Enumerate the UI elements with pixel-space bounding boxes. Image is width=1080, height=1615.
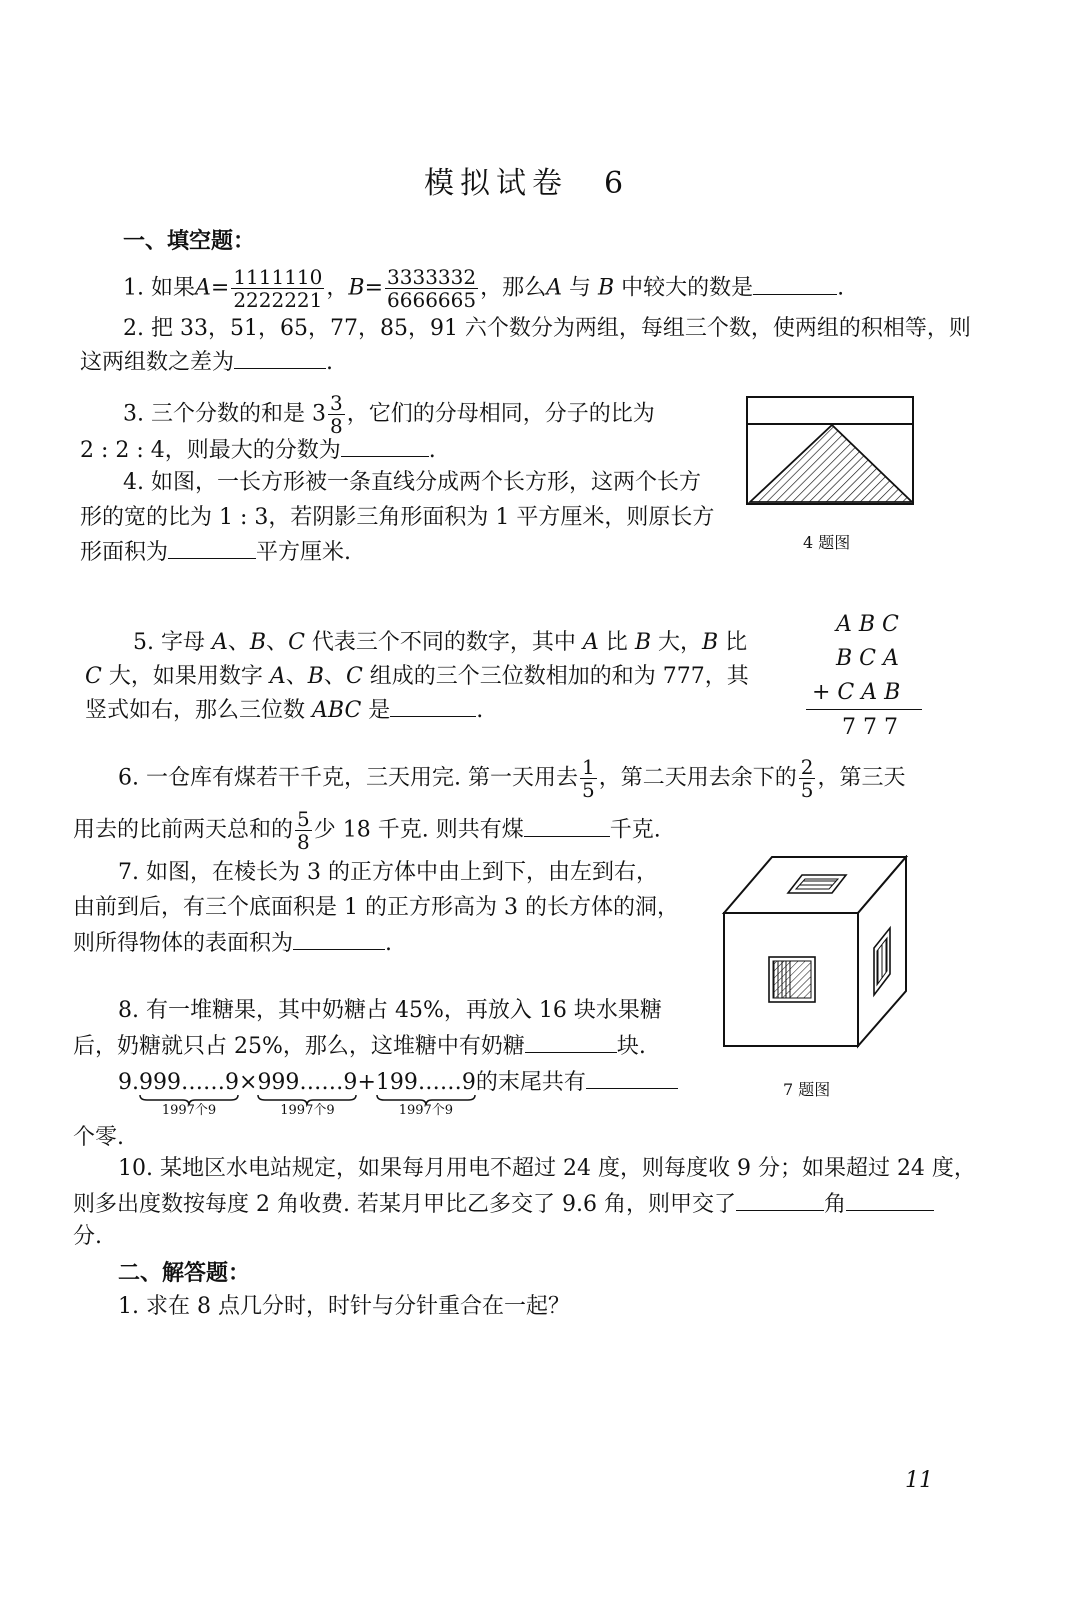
question-3-line-1: 3. 三个分数的和是 3 $\frac{3}{8}$ ，它们的分母相同，分子的比为 <box>123 391 655 438</box>
question-9-line-2: 个零. <box>73 1125 124 1150</box>
answer-blank[interactable] <box>736 1188 824 1211</box>
answer-blank[interactable] <box>753 272 837 295</box>
question-8-line-1: 8. 有一堆糖果，其中奶糖占 45%，再放入 16 块水果糖 <box>118 998 662 1023</box>
addition-sum-line <box>806 709 922 710</box>
answer-blank[interactable] <box>341 434 429 457</box>
addition-sum: 7 7 7 <box>842 715 898 740</box>
question-5-line-2: C 大，如果用数字 A、B、C 组成的三个三位数相加的和为 777，其 <box>85 664 749 689</box>
answer-blank[interactable] <box>293 927 385 950</box>
section-heading-answer: 二、解答题： <box>118 1260 251 1286</box>
question-4-line-2: 形的宽的比为 1 : 3，若阴影三角形面积为 1 平方厘米，则原长方 <box>80 505 715 530</box>
answer-blank[interactable] <box>846 1188 934 1211</box>
question-5-line-1: 5. 字母 A、B、C 代表三个不同的数字，其中 A 比 B 大，B 比 <box>133 630 748 655</box>
question-4-line-1: 4. 如图，一长方形被一条直线分成两个长方形，这两个长方 <box>123 470 701 495</box>
answer-blank[interactable] <box>524 814 610 837</box>
question-6-line-2: 用去的比前两天总和的 $\frac{5}{8}$ 少 18 千克. 则共有煤 千克. <box>73 807 661 854</box>
question-10-line-3: 分. <box>73 1224 102 1249</box>
question-2-line-1: 2. 把 33，51，65，77，85，91 六个数分为两组，每组三个数，使两组的积相等，则 <box>123 316 971 341</box>
answer-blank[interactable] <box>234 346 326 369</box>
section-heading-fill-blank: 一、填空题： <box>123 228 256 254</box>
answer-question-1: 1. 求在 8 点几分时，时针与分针重合在一起？ <box>118 1294 570 1319</box>
figure-4-rectangle-triangle <box>746 395 916 507</box>
question-10-line-2: 则多出度数按每度 2 角收费. 若某月甲比乙多交了 9.6 角，则甲交了 角 <box>73 1188 934 1220</box>
question-7-line-2: 由前到后，有三个底面积是 1 的正方形高为 3 的长方体的洞， <box>73 895 679 920</box>
question-5-line-3: 竖式如右，那么三位数 ABC 是 . <box>85 694 483 726</box>
question-8-line-2: 后，奶糖就只占 25%，那么，这堆糖中有奶糖 块. <box>73 1030 646 1062</box>
figure-7-caption: 7 题图 <box>783 1080 831 1099</box>
answer-blank[interactable] <box>586 1066 678 1089</box>
question-2-line-2: 这两组数之差为 . <box>80 346 333 378</box>
addition-row-3: + C A B <box>812 680 901 705</box>
figure-4-caption: 4 题图 <box>803 533 851 552</box>
question-7-line-3: 则所得物体的表面积为 . <box>73 927 392 959</box>
question-6-line-1: 6. 一仓库有煤若干千克，三天用完. 第一天用去 $\frac{1}{5}$ ，第二天用去余下的 $\frac{2}{5}$ ，第三天 <box>118 755 906 802</box>
question-9-line-1: 9.999……9 1997个9 ×999……9 1997个9 +199……9 1997个9 的末尾共有 <box>118 1066 678 1098</box>
figure-7-cube-with-holes <box>720 855 910 1050</box>
page-number: 11 <box>905 1468 933 1493</box>
question-4-line-3: 形面积为 平方厘米. <box>80 536 351 568</box>
page-title: 模拟试卷 6 <box>424 166 630 201</box>
answer-blank[interactable] <box>168 536 256 559</box>
underbrace-1: 999……9 1997个9 <box>139 1070 239 1118</box>
answer-blank[interactable] <box>525 1030 617 1053</box>
addition-row-1: A B C <box>836 612 899 637</box>
question-1: 1. 如果A= $\frac{1111110}{2222221}$ ，B= $\frac{3333332}{6666665}$ ，那么A 与 B 中较大的数是 . <box>123 265 845 312</box>
question-10-line-1: 10. 某地区水电站规定，如果每月用电不超过 24 度，则每度收 9 分；如果超过 24 度， <box>118 1156 976 1181</box>
underbrace-3: 199……9 1997个9 <box>375 1070 476 1118</box>
answer-blank[interactable] <box>390 694 476 717</box>
underbrace-2: 999……9 1997个9 <box>257 1070 358 1118</box>
question-3-line-2: 2 : 2 : 4，则最大的分数为 . <box>80 434 436 466</box>
question-7-line-1: 7. 如图，在棱长为 3 的正方体中由上到下，由左到右， <box>118 860 658 885</box>
addition-row-2: B C A <box>836 646 899 671</box>
